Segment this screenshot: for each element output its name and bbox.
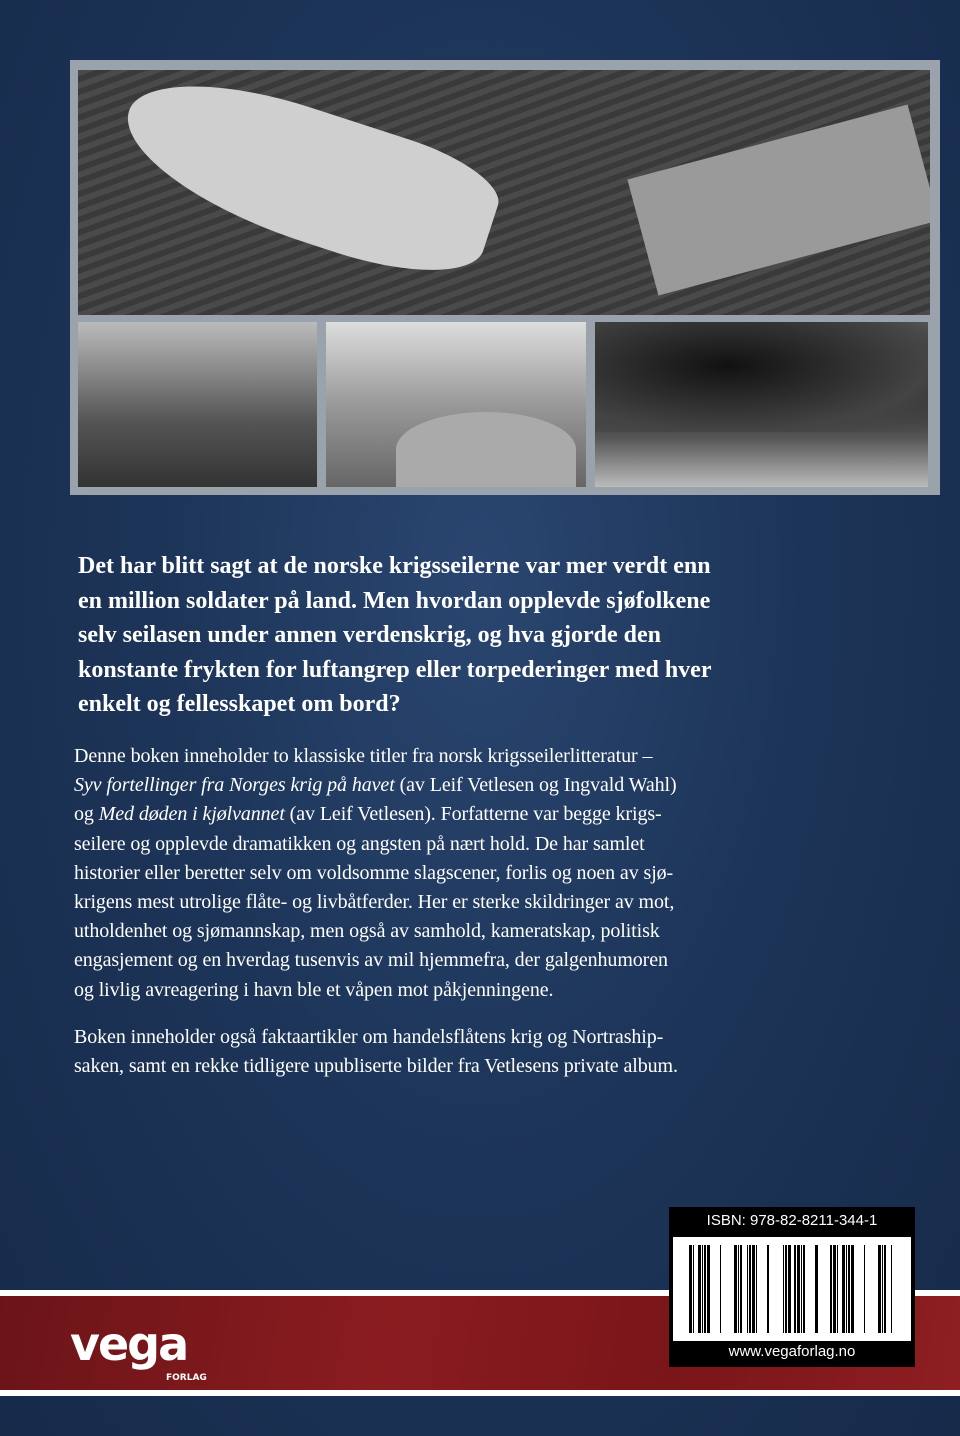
barcode-bar [803, 1245, 805, 1333]
barcode-bar [837, 1245, 838, 1333]
barcode-bar [785, 1245, 787, 1333]
barcode-bars [689, 1245, 895, 1333]
barcode-bar [704, 1245, 706, 1333]
barcode-bar [878, 1245, 881, 1333]
barcode-bar [846, 1245, 847, 1333]
paragraph-1 [74, 742, 940, 1005]
barcode-bar [756, 1245, 757, 1333]
barcode-bar [884, 1245, 886, 1333]
barcode-box [669, 1207, 915, 1367]
body-text [74, 742, 940, 1099]
photo-burning-ship [595, 322, 928, 487]
photo-deck-gun [326, 322, 586, 487]
barcode-bar [720, 1245, 721, 1333]
barcode-bar [749, 1245, 751, 1333]
body-line: Denne boken inneholder to klassiske titler fra norsk krigsseilerlitteratur – [74, 745, 653, 767]
body-line: historier eller beretter selv om voldsomme slagscener, forlis og noen av sjø- [74, 861, 674, 884]
publisher-logo-sub: FORLAG [166, 1373, 207, 1383]
barcode-bar [794, 1245, 796, 1333]
barcode-bar [797, 1245, 800, 1333]
lead-line: en million soldater på land. Men hvordan opplevde sjøfolkene [78, 587, 711, 614]
barcode-bar [851, 1245, 854, 1333]
body-line: saken, samt en rekke tidligere upubliserte bilder fra Vetlesens private album. [74, 1055, 678, 1078]
barcode-bar [752, 1245, 755, 1333]
barcode-bar [707, 1245, 710, 1333]
lead-line: Det har blitt sagt at de norske krigsseilerne var mer verdt enn [78, 553, 711, 579]
barcode-bar [882, 1245, 883, 1333]
barcode-bar [738, 1245, 739, 1333]
barcode-bar [801, 1245, 802, 1333]
lead-line: konstante frykten for luftangrep eller torpederinger med hver [78, 656, 712, 683]
lifeboat-shape [107, 70, 509, 296]
barcode-bar [848, 1245, 850, 1333]
body-line [74, 800, 940, 829]
lead-line: selv seilasen under annen verdenskrig, og hva gjorde den [78, 622, 661, 648]
barcode-bar [693, 1245, 694, 1333]
body-line [74, 771, 940, 800]
body-line: engasjement og en hverdag tusenvis av mil hjemmefra, der galgenhumoren [74, 949, 668, 972]
barcode-bar [815, 1245, 818, 1333]
barcode-bar [734, 1245, 737, 1333]
book-title: Syv fortellinger fra Norges krig på havet [74, 774, 395, 797]
publisher-logo: vega [70, 1317, 188, 1371]
text: (av Leif Vetlesen). Forfatterne var begge krigs- [284, 803, 662, 826]
photo-lifeboat-and-raft [78, 70, 930, 315]
barcode-bar [830, 1245, 832, 1333]
text: og [74, 803, 99, 826]
barcode-bar [702, 1245, 703, 1333]
barcode-bar [864, 1245, 865, 1333]
barcode-bar [833, 1245, 836, 1333]
barcode [673, 1237, 911, 1341]
body-line: utholdenhet og sjømannskap, men også av samhold, kameratskap, politisk [74, 920, 660, 943]
barcode-bar [891, 1245, 892, 1333]
lead-text [78, 549, 948, 722]
body-line: krigens mest utrolige flåte- og livbåtferder. Her er sterke skildringer av mot, [74, 891, 675, 914]
publisher-url: www.vegaforlag.no [728, 1343, 856, 1360]
barcode-bar [767, 1245, 769, 1333]
barcode-bar [788, 1245, 791, 1333]
lead-line: enkelt og fellesskapet om bord? [78, 691, 401, 717]
barcode-bar [689, 1245, 692, 1333]
barcode-bar [698, 1245, 701, 1333]
smoke-shape [595, 322, 928, 432]
barcode-bar [740, 1245, 742, 1333]
body-line: Boken inneholder også faktaartikler om handelsflåtens krig og Nortraship- [74, 1025, 664, 1048]
barcode-bar [842, 1245, 845, 1333]
body-line: og livlig avreagering i havn ble et våpen mot påkjenningene. [74, 978, 554, 1001]
photo-sailors-on-deck [78, 322, 317, 487]
barcode-bar [783, 1245, 784, 1333]
gun-turret-shape [396, 412, 576, 487]
paragraph-2 [74, 1023, 940, 1081]
isbn-text: ISBN: 978-82-8211-344-1 [706, 1212, 878, 1229]
body-line: seilere og opplevde dramatikken og angsten på nært hold. De har samlet [74, 832, 645, 855]
raft-shape [627, 105, 930, 296]
barcode-bar [747, 1245, 748, 1333]
text: (av Leif Vetlesen og Ingvald Wahl) [394, 774, 677, 797]
book-title: Med døden i kjølvannet [98, 803, 285, 826]
